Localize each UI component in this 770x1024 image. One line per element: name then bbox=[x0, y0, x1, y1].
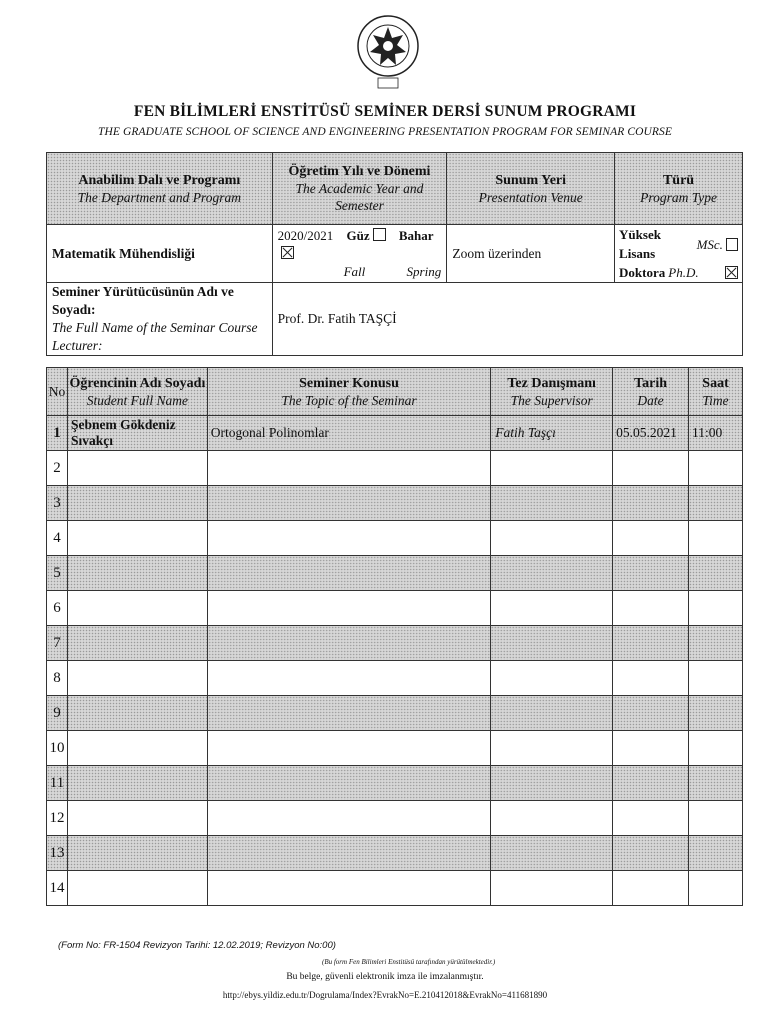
student-name bbox=[67, 451, 207, 486]
year-value: 2020/2021 bbox=[277, 227, 334, 243]
table-row bbox=[47, 626, 743, 661]
table-row bbox=[47, 766, 743, 801]
student-name bbox=[67, 626, 207, 661]
seminar-topic bbox=[207, 731, 490, 766]
student-name bbox=[67, 836, 207, 871]
seminar-date bbox=[613, 521, 689, 556]
supervisor-name bbox=[491, 801, 613, 836]
fall-label: Güz bbox=[346, 227, 370, 243]
seminar-time bbox=[689, 556, 743, 591]
seminar-info-table bbox=[46, 152, 743, 356]
seminar-time bbox=[689, 766, 743, 801]
seminar-topic bbox=[207, 871, 490, 906]
table-row bbox=[47, 731, 743, 766]
table-row bbox=[47, 416, 743, 451]
phd-label: Doktora bbox=[619, 265, 666, 280]
type-header: Türü Program Type bbox=[615, 153, 743, 225]
seminar-time bbox=[689, 871, 743, 906]
supervisor-name bbox=[491, 591, 613, 626]
seminar-topic bbox=[207, 836, 490, 871]
student-name bbox=[67, 521, 207, 556]
semester-cell bbox=[272, 225, 447, 283]
supervisor-name bbox=[491, 696, 613, 731]
table-row bbox=[47, 696, 743, 731]
seminar-topic bbox=[207, 801, 490, 836]
student-name bbox=[67, 871, 207, 906]
student-name bbox=[67, 486, 207, 521]
row-number: 7 bbox=[47, 626, 68, 661]
year-header: Öğretim Yılı ve Dönemi The Academic Year and Semester bbox=[272, 153, 447, 225]
supervisor-name bbox=[491, 661, 613, 696]
row-number: 13 bbox=[47, 836, 68, 871]
supervisor-name bbox=[491, 731, 613, 766]
seminar-topic bbox=[207, 486, 490, 521]
student-name bbox=[67, 731, 207, 766]
table-row bbox=[47, 451, 743, 486]
table-row bbox=[47, 486, 743, 521]
dept-value: Matematik Mühendisliği bbox=[47, 225, 273, 283]
seminar-date bbox=[613, 661, 689, 696]
seminar-time bbox=[689, 801, 743, 836]
seminar-topic bbox=[207, 696, 490, 731]
supervisor-name bbox=[491, 766, 613, 801]
supervisor-name bbox=[491, 836, 613, 871]
col-topic-header: Seminer Konusu The Topic of the Seminar bbox=[207, 368, 490, 416]
row-number: 4 bbox=[47, 521, 68, 556]
supervisor-name bbox=[491, 521, 613, 556]
seminar-topic bbox=[207, 591, 490, 626]
table-row bbox=[47, 801, 743, 836]
seminar-topic bbox=[207, 766, 490, 801]
seminar-topic bbox=[207, 556, 490, 591]
seminar-time bbox=[689, 696, 743, 731]
verification-url: http://ebys.yildiz.edu.tr/Dogrulama/Index?EvrakNo=E.210412018&EvrakNo=411681890 bbox=[222, 990, 548, 1000]
seminar-time bbox=[689, 591, 743, 626]
e-signature-note: Bu belge, güvenli elektronik imza ile imzalanmıştır. bbox=[286, 972, 484, 982]
student-name bbox=[67, 661, 207, 696]
fall-label-en: Fall bbox=[343, 263, 366, 279]
form-title: FEN BİLİMLERİ ENSTİTÜSÜ SEMİNER DERSİ SUNUM PROGRAMI bbox=[133, 103, 637, 120]
seminar-time: 11:00 bbox=[689, 416, 743, 451]
msc-checkbox[interactable] bbox=[726, 238, 738, 251]
row-number: 2 bbox=[47, 451, 68, 486]
supervisor-name: Fatih Taşçı bbox=[491, 416, 613, 451]
spring-label-en: Spring bbox=[406, 263, 442, 279]
table-row bbox=[47, 521, 743, 556]
msc-label-en: MSc. bbox=[696, 236, 723, 252]
phd-label-en: Ph.D. bbox=[668, 265, 699, 280]
university-seal-logo bbox=[356, 14, 420, 90]
seminar-date bbox=[613, 766, 689, 801]
student-name: Şebnem Gökdeniz Sıvakçı bbox=[67, 416, 207, 451]
seminar-time bbox=[689, 661, 743, 696]
seminar-date bbox=[613, 731, 689, 766]
col-student-header: Öğrencinin Adı Soyadı Student Full Name bbox=[67, 368, 207, 416]
seminar-topic bbox=[207, 451, 490, 486]
table-row bbox=[47, 661, 743, 696]
row-number: 10 bbox=[47, 731, 68, 766]
table-row bbox=[47, 871, 743, 906]
student-name bbox=[67, 591, 207, 626]
seminar-topic bbox=[207, 521, 490, 556]
seminar-time bbox=[689, 486, 743, 521]
supervisor-name bbox=[491, 556, 613, 591]
table-row bbox=[47, 556, 743, 591]
col-supervisor-header: Tez Danışmanı The Supervisor bbox=[491, 368, 613, 416]
supervisor-name bbox=[491, 486, 613, 521]
col-no-header: No bbox=[47, 368, 68, 416]
seminar-date bbox=[613, 801, 689, 836]
table-row bbox=[47, 836, 743, 871]
table-row bbox=[47, 591, 743, 626]
row-number: 8 bbox=[47, 661, 68, 696]
phd-checkbox[interactable] bbox=[725, 266, 738, 279]
seminar-time bbox=[689, 836, 743, 871]
seminar-date: 05.05.2021 bbox=[613, 416, 689, 451]
seminar-date bbox=[613, 696, 689, 731]
row-number: 1 bbox=[47, 416, 68, 451]
program-type-cell bbox=[615, 225, 743, 283]
venue-value: Zoom üzerinden bbox=[447, 225, 615, 283]
row-number: 5 bbox=[47, 556, 68, 591]
seminar-topic bbox=[207, 661, 490, 696]
form-note: (Bu form Fen Bilimleri Enstitüsü tarafından yürütülmektedir.) bbox=[322, 958, 496, 966]
spring-checkbox[interactable] bbox=[281, 246, 294, 259]
seminar-time bbox=[689, 451, 743, 486]
row-number: 11 bbox=[47, 766, 68, 801]
dept-header: Anabilim Dalı ve Programı The Department and Program bbox=[47, 153, 273, 225]
seminar-time bbox=[689, 521, 743, 556]
form-revision-info: (Form No: FR-1504 Revizyon Tarihi: 12.02.2019; Revizyon No:00) bbox=[58, 940, 336, 951]
row-number: 3 bbox=[47, 486, 68, 521]
col-time-header: Saat Time bbox=[689, 368, 743, 416]
seminar-topic: Ortogonal Polinomlar bbox=[207, 416, 490, 451]
seminar-date bbox=[613, 556, 689, 591]
student-name bbox=[67, 801, 207, 836]
col-date-header: Tarih Date bbox=[613, 368, 689, 416]
student-name bbox=[67, 556, 207, 591]
form-title-english: THE GRADUATE SCHOOL OF SCIENCE AND ENGINEERING PRESENTATION PROGRAM FOR SEMINAR COURSE bbox=[97, 126, 673, 138]
fall-checkbox[interactable] bbox=[373, 228, 386, 241]
seminar-topic bbox=[207, 626, 490, 661]
lecturer-label: Seminer Yürütücüsünün Adı ve Soyadı: The Full Name of the Seminar Course Lecturer: bbox=[47, 283, 273, 356]
seminar-time bbox=[689, 731, 743, 766]
seminar-date bbox=[613, 626, 689, 661]
spring-label: Bahar bbox=[398, 227, 434, 243]
row-number: 12 bbox=[47, 801, 68, 836]
seminar-date bbox=[613, 486, 689, 521]
seminar-time bbox=[689, 626, 743, 661]
supervisor-name bbox=[491, 451, 613, 486]
student-name bbox=[67, 696, 207, 731]
row-number: 9 bbox=[47, 696, 68, 731]
seminar-date bbox=[613, 871, 689, 906]
seminar-schedule-table bbox=[46, 367, 743, 906]
row-number: 14 bbox=[47, 871, 68, 906]
row-number: 6 bbox=[47, 591, 68, 626]
lecturer-value: Prof. Dr. Fatih TAŞÇİ bbox=[272, 283, 742, 356]
supervisor-name bbox=[491, 871, 613, 906]
seminar-date bbox=[613, 591, 689, 626]
msc-label: Yüksek Lisans bbox=[619, 227, 661, 261]
venue-header: Sunum Yeri Presentation Venue bbox=[447, 153, 615, 225]
seminar-date bbox=[613, 836, 689, 871]
student-name bbox=[67, 766, 207, 801]
seminar-date bbox=[613, 451, 689, 486]
supervisor-name bbox=[491, 626, 613, 661]
